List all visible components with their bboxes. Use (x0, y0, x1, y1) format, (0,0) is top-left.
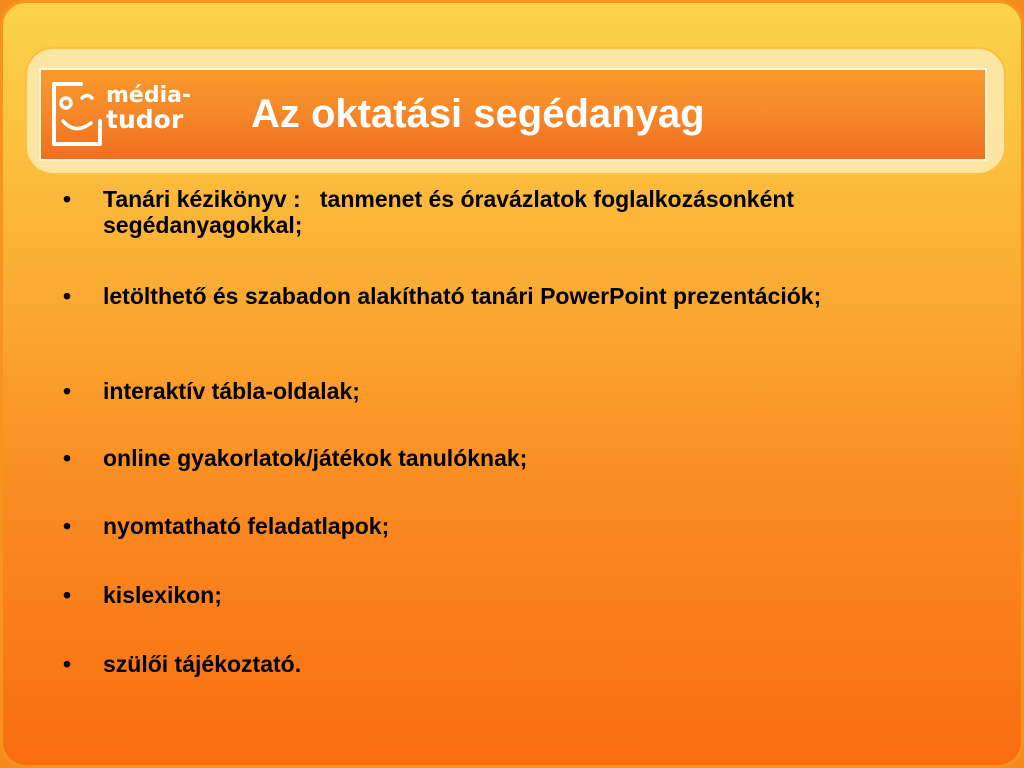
bullet-dot: • (63, 283, 72, 309)
bullet-dot: • (63, 582, 72, 608)
bullet-dot: • (63, 651, 72, 677)
bullet-text: online gyakorlatok/játékok tanulóknak; (103, 445, 528, 471)
bullet-text: letölthető és szabadon alakítható tanári PowerPoint prezentációk; (103, 283, 822, 309)
smiley-face-icon (51, 81, 103, 147)
bullet-dot: • (63, 513, 72, 539)
bullet-item-parent-info (63, 651, 983, 677)
bullet-dot: • (63, 186, 72, 212)
bullet-item-worksheets (63, 513, 983, 539)
bullet-text: nyomtatható feladatlapok; (103, 513, 390, 539)
bullet-dot: • (63, 378, 72, 404)
bullet-item-online-exercises (63, 445, 983, 471)
bullet-item-glossary (63, 582, 983, 608)
bullet-item-powerpoint (63, 283, 983, 309)
bullet-text: szülői tájékoztató. (103, 651, 302, 677)
bullet-item-interactive-board (63, 378, 983, 404)
bullet-item-teacher-handbook (63, 186, 983, 238)
bullet-text: kislexikon; (103, 582, 222, 608)
slide-title: Az oktatási segédanyag (251, 92, 705, 136)
bullet-dot: • (63, 445, 72, 471)
logo-text-tudor: tudor (106, 105, 184, 134)
media-tudor-logo (51, 81, 192, 149)
bullet-text: Tanári kézikönyv : tanmenet és óravázlatok foglalkozásonként segédanyagokkal; (103, 186, 801, 238)
logo-text-media: média- (106, 83, 192, 108)
bullet-text: interaktív tábla-oldalak; (103, 378, 360, 404)
